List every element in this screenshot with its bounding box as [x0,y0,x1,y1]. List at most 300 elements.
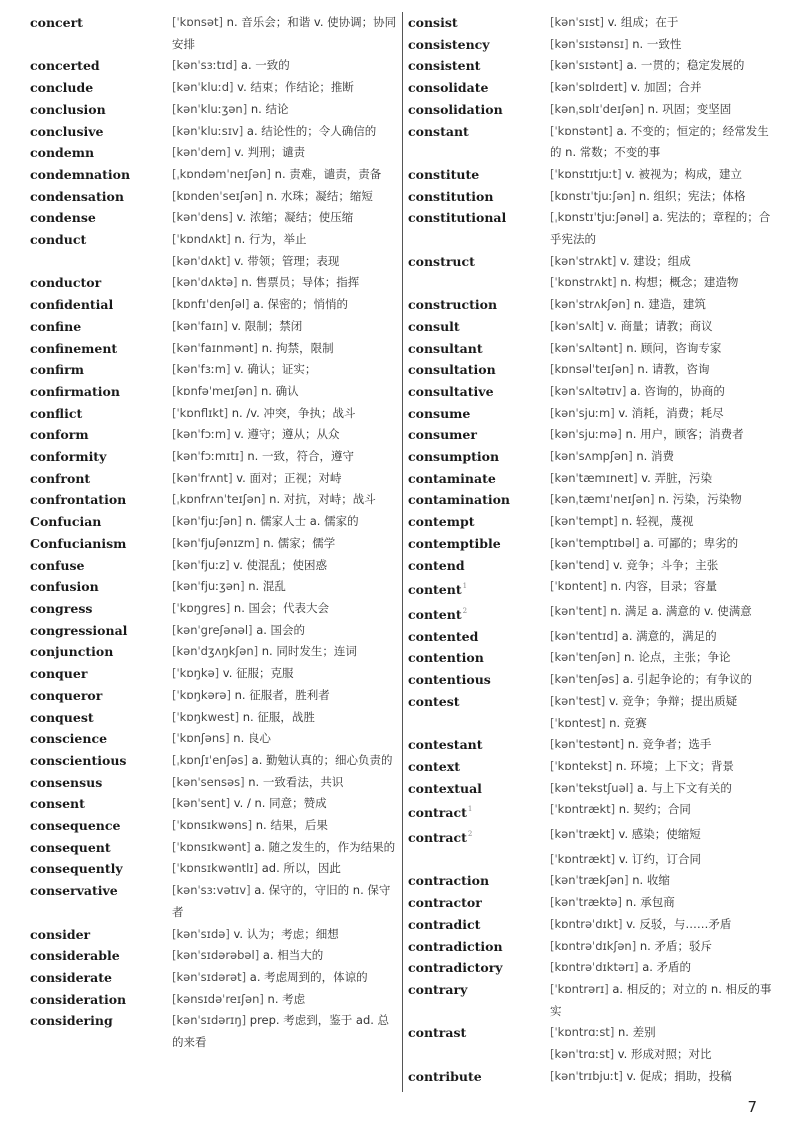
right-column [408,12,772,1087]
definition-text: a. 结论性的；令人确信的 [243,123,377,138]
dictionary-entry [30,316,398,338]
phonetic: [ kənˈfaɪn ] [172,319,228,333]
headword [408,533,550,555]
dictionary-entry [30,685,398,707]
dictionary-entry [30,272,398,294]
headword-text: confine [30,318,82,334]
dictionary-entry [408,316,772,338]
dictionary-entry [30,837,398,859]
phonetic: [ kənˈfɜːm ] [172,362,230,376]
definition-text: n. 对抗，对峙；战斗 [265,492,376,507]
homograph-number: 2 [467,830,473,839]
headword [408,576,550,601]
headword-text: conduct [30,232,87,248]
headword-text: contempt [408,514,475,530]
definition-text: a. 相反的；对立的 n. 相反的事实 [550,981,772,1018]
definition-text: n. 国会；代表大会 [230,600,330,615]
definition-text: n. 内容，目录；容量 [606,579,718,594]
definition [550,870,772,892]
definition-text: a. 考虑周到的，体谅的 [246,969,368,984]
definition [550,626,772,648]
headword-text: conquer [30,666,88,682]
definition [172,576,398,598]
phonetic: [ kənˈfɔːmɪtɪ ] [172,449,244,463]
headword [30,489,172,511]
dictionary-entry [408,34,772,56]
phonetic: [ kənˈtrækʃən ] [550,873,629,887]
headword [408,1022,550,1044]
dictionary-entry [408,99,772,121]
definition [172,728,398,750]
headword [30,924,172,946]
headword-text: conscience [30,731,108,747]
definition [550,99,772,121]
phonetic: [ ˈkɒnstənt ] [550,124,613,138]
definition-text: n. 竞争者；选手 [624,737,712,752]
definition-text: n. 环境；上下文；背景 [612,758,734,773]
definition-text: prep. 考虑到，鉴于 ad. 总的来看 [172,1013,390,1050]
headword-text: consumer [408,427,477,443]
phonetic: [ kɒnstɪˈtjuːʃən ] [550,189,635,203]
phonetic: [ ˈkɒnsət ] [172,15,223,29]
headword-text: confirmation [30,383,120,399]
phonetic: [ kənˈtend ] [550,558,609,572]
definition-text: n. 一致看法，共识 [244,774,344,789]
dictionary-entry [30,533,398,555]
dictionary-entry [408,979,772,1022]
headword-text: contradiction [408,938,503,954]
headword [30,99,172,121]
headword-text: contest [408,693,460,709]
headword [30,381,172,403]
headword-text: consistency [408,36,490,52]
phonetic: [ kənˈdem ] [172,145,231,159]
definition [550,533,772,555]
dictionary-entry [30,858,398,880]
dictionary-entry [30,229,398,251]
phonetic: [ ˈkɒntrækt ] [550,852,615,866]
definition [550,691,772,713]
phonetic: [ kənˈstrʌkʃən ] [550,297,630,311]
homograph-number: 1 [467,805,473,814]
headword-text: contend [408,557,465,573]
definition [550,121,772,164]
definition-text: v. 商量；请教；商议 [603,318,713,333]
definition-text: v. 组成；在于 [603,15,679,29]
definition-text: n. 考虑 [263,991,306,1006]
dictionary-entry [30,945,398,967]
definition-text: a. 一致的 [237,58,290,73]
definition [172,229,398,251]
headword-text: contemptible [408,535,501,551]
headword-text: contrast [408,1025,467,1041]
headword-text: contention [408,650,484,666]
dictionary-entry [30,750,398,772]
dictionary-entry [408,576,772,601]
headword-text: confuse [30,557,85,573]
definition [550,601,772,623]
headword-text: construction [408,297,498,313]
definition [172,967,398,989]
headword [30,272,172,294]
dictionary-entry [408,338,772,360]
phonetic: [ kənˈsɜːvətɪv ] [172,883,251,897]
phonetic: [ ˈkɒntrɑːst ] [550,1025,614,1039]
definition [172,511,398,533]
headword-text: confidential [30,297,114,313]
dictionary-entry [30,142,398,164]
dictionary-entry [30,967,398,989]
headword [408,778,550,800]
headword [408,338,550,360]
phonetic: [ kənˈsɜːtɪd ] [172,58,237,72]
headword [408,601,550,626]
definition [550,316,772,338]
headword [408,316,550,338]
definition-text: a. 与上下文有关的 [633,780,732,795]
phonetic: [ kənˈtrɑːst ] [550,1047,614,1061]
definition-text: v. 形成对照；对比 [614,1047,712,1062]
definition [550,511,772,533]
dictionary-entry [408,186,772,208]
dictionary-entry [30,251,398,273]
definition [550,647,772,669]
headword [408,207,550,229]
headword-text: conclusion [30,101,106,117]
headword [30,55,172,77]
phonetic: [ kənˈdens ] [172,210,233,224]
definition-text: n. 拘禁，限制 [257,340,334,355]
phonetic: [ kənˌsɒlɪˈdeɪʃən ] [550,102,644,116]
phonetic: [ kənˈtenʃəs ] [550,672,619,686]
headword [30,294,172,316]
headword-text: contrary [408,981,468,997]
definition [550,12,772,34]
headword [30,989,172,1011]
definition [172,424,398,446]
homograph-number: 2 [462,606,468,615]
headword-text: contradict [408,916,481,932]
dictionary-entry [30,793,398,815]
phonetic: [ kənˈdʌkt ] [172,254,230,268]
dictionary-entry [408,756,772,778]
definition [172,207,398,229]
definition [550,669,772,691]
dictionary-entry [408,359,772,381]
phonetic: [ kənˈsʌltənt ] [550,341,623,355]
phonetic: [ kənˈsʌltətɪv ] [550,384,626,398]
definition [550,186,772,208]
definition [172,55,398,77]
definition [550,403,772,425]
definition-text: v. 限制；禁闭 [227,318,303,333]
dictionary-entry [408,207,772,250]
definition-text: v. 消耗，消费；耗尽 [614,405,724,420]
headword-text: contradictory [408,960,503,976]
definition-text: n. 儒家；儒学 [259,535,336,550]
headword-text: condense [30,210,96,226]
headword-text: considering [30,1013,113,1029]
headword-text: content [408,606,462,622]
headword [408,511,550,533]
definition-text: n. 论点，主张；争论 [620,650,731,665]
phonetic: [ kənˌtæmɪˈneɪʃən ] [550,492,655,506]
headword [408,294,550,316]
headword-text: constitution [408,188,494,204]
definition-text: n. 征服，战胜 [239,709,315,724]
definition [172,77,398,99]
definition [550,778,772,800]
definition [172,294,398,316]
dictionary-entry [30,338,398,360]
phonetic: [ kənˈtentɪd ] [550,629,618,643]
headword [408,468,550,490]
phonetic: [ kənˈtemptɪbəl ] [550,536,640,550]
definition [172,338,398,360]
dictionary-entry [408,164,772,186]
headword-text: conclude [30,80,94,96]
definition [172,858,398,880]
headword [30,858,172,880]
headword-text: considerate [30,969,112,985]
headword-text: confusion [30,579,99,595]
definition-text: v. 竞争；斗争；主张 [609,557,719,572]
dictionary-entry [408,446,772,468]
definition-text: a. 矛盾的 [638,960,692,975]
dictionary-entry [408,1022,772,1044]
headword-text: concert [30,15,83,30]
headword-text: consensus [30,774,103,790]
headword [30,77,172,99]
phonetic: [ kənˈsɒlɪdeɪt ] [550,80,627,94]
phonetic: [ ˈkɒntekst ] [550,759,612,773]
definition [172,598,398,620]
headword-text: conflict [30,405,83,421]
definition-text: n. 行为，举止 [230,232,307,247]
definition [172,880,398,923]
phonetic: [ kənˈtæmɪneɪt ] [550,471,638,485]
headword [30,707,172,729]
headword-text: consult [408,318,460,334]
dictionary-entry [30,207,398,229]
headword [408,251,550,273]
definition-text: a. 宪法的；章程的；合乎宪法的 [550,210,771,247]
phonetic: [ ˈkɒnflɪkt ] [172,406,228,420]
definition-text: a. 不变的；恒定的；经常发生的 n. 常数；不变的事 [550,123,769,160]
headword-text: constitutional [408,210,507,226]
headword-text: contractor [408,895,482,911]
dictionary-entry [408,468,772,490]
dictionary-entry [408,713,772,735]
definition [550,251,772,273]
definition [550,34,772,56]
dictionary-entry [408,778,772,800]
definition-text: n. 差别 [614,1025,656,1040]
column-divider [402,12,403,1092]
definition [550,555,772,577]
dictionary-entry [408,555,772,577]
phonetic: [ kənˈdʌktə ] [172,275,238,289]
dictionary-entry [30,620,398,642]
headword-text: condemnation [30,166,131,182]
dictionary-entry [30,728,398,750]
headword [30,533,172,555]
phonetic: [ kənˈkluːʒən ] [172,102,247,116]
headword [30,967,172,989]
definition [172,924,398,946]
headword [30,121,172,143]
headword-text: conjunction [30,644,114,660]
phonetic: [ kənˈsʌlt ] [550,319,604,333]
dictionary-entry [30,468,398,490]
definition [172,707,398,729]
phonetic: [ kɒntrəˈdɪkʃən ] [550,939,636,953]
headword [30,403,172,425]
headword [408,1066,550,1088]
dictionary-entry [30,121,398,143]
headword [30,772,172,794]
headword-text: confront [30,470,91,486]
headword-text: Confucianism [30,535,127,551]
headword [30,837,172,859]
left-column [30,12,398,1054]
definition-text: n. 良心 [229,731,271,746]
headword [30,12,172,34]
dictionary-entry [30,880,398,923]
definition-text: a. 引起争论的；有争议的 [619,672,753,687]
headword-text: constant [408,123,469,139]
phonetic: [ kɒnfəˈmeɪʃən ] [172,384,257,398]
homograph-number: 1 [462,582,468,591]
headword-text: condensation [30,188,124,204]
phonetic: [ kənˈfjuːʃən ] [172,514,242,528]
definition-text: n. 一致，符合，遵守 [243,449,354,464]
headword-text: consumption [408,449,500,465]
headword [30,663,172,685]
headword-text: contaminate [408,470,496,486]
dictionary-entry [30,12,398,55]
definition-text: a. 相当大的 [259,948,324,963]
phonetic: [ ˈkɒnʃəns ] [172,731,230,745]
definition [172,685,398,707]
dictionary-entry [408,936,772,958]
dictionary-entry [30,772,398,794]
headword [30,641,172,663]
phonetic: [ kənˈsɪdərət ] [172,970,246,984]
definition [550,55,772,77]
headword [408,164,550,186]
headword-text: confinement [30,340,118,356]
dictionary-entry [30,424,398,446]
definition-text: n. 承包商 [621,895,675,910]
dictionary-entry [30,555,398,577]
definition [550,338,772,360]
headword-text: contract [408,805,467,821]
headword [408,555,550,577]
definition [172,793,398,815]
definition-text: v. 确认；证实； [230,362,317,377]
headword [30,229,172,251]
phonetic: [ ˈkɒnsɪkwəntlɪ ] [172,861,258,875]
dictionary-entry [30,576,398,598]
definition [550,272,772,294]
phonetic: [ kənˈfjuːʒən ] [172,579,245,593]
dictionary-entry [408,669,772,691]
definition [550,1066,772,1088]
headword-text: concerted [30,58,100,74]
headword [408,446,550,468]
dictionary-entry [408,251,772,273]
definition [172,186,398,208]
headword [30,338,172,360]
definition-text: a. 勤勉认真的；细心负责的 [248,752,393,767]
dictionary-entry [408,734,772,756]
dictionary-entry [408,626,772,648]
dictionary-entry [408,77,772,99]
headword [30,750,172,772]
headword [30,598,172,620]
definition-text: a. 满意的，满足的 [618,628,717,643]
definition [550,734,772,756]
definition-text: n. 矛盾；驳斥 [636,938,712,953]
headword [408,824,550,849]
definition [550,77,772,99]
headword-text: consequent [30,839,111,855]
headword [30,164,172,186]
phonetic: [ kənˈsjuːmə ] [550,427,622,441]
definition-text: v. 判刑；谴责 [230,145,306,160]
definition-text: v. 促成；捐助，投稿 [622,1068,732,1083]
headword-text: consideration [30,991,127,1007]
phonetic: [ ˈkɒntrərɪ ] [550,982,609,996]
dictionary-entry [408,12,772,34]
headword [408,957,550,979]
dictionary-entry [408,424,772,446]
definition [172,945,398,967]
headword [408,489,550,511]
phonetic: [ ˈkɒŋkərə ] [172,688,231,702]
definition-text: n. 组织；宪法；体格 [635,188,746,203]
definition [550,936,772,958]
definition-text: v. 认为；考虑；细想 [229,926,339,941]
phonetic: [ ˈkɒnstɪtjuːt ] [550,167,622,181]
phonetic: [ kənˈgreʃənəl ] [172,623,253,637]
definition-text: v. 竞争；争辩；提出质疑 [605,693,738,708]
phonetic: [ ˈkɒnsɪkwənt ] [172,840,251,854]
phonetic: [ ˌkɒnʃɪˈenʃəs ] [172,753,248,767]
definition-text: n. 水珠；凝结；缩短 [262,188,373,203]
definition-text: a. 保密的；悄悄的 [249,297,349,312]
headword-text: consent [30,796,85,812]
headword-text: consequently [30,861,123,877]
phonetic: [ kənˈkluːd ] [172,80,234,94]
definition [550,957,772,979]
definition [172,750,398,772]
headword-text: contract [408,830,467,846]
headword-text: consider [30,926,91,942]
phonetic: [ kənˈtenʃən ] [550,650,620,664]
phonetic: [ kənˈsjuːm ] [550,406,615,420]
headword-text: consultant [408,340,483,356]
phonetic: [ kənˈfɔːm ] [172,427,231,441]
headword [408,870,550,892]
dictionary-entry [30,55,398,77]
dictionary-entry [408,381,772,403]
headword [30,880,172,902]
definition [550,849,772,871]
definition [550,892,772,914]
definition [172,772,398,794]
